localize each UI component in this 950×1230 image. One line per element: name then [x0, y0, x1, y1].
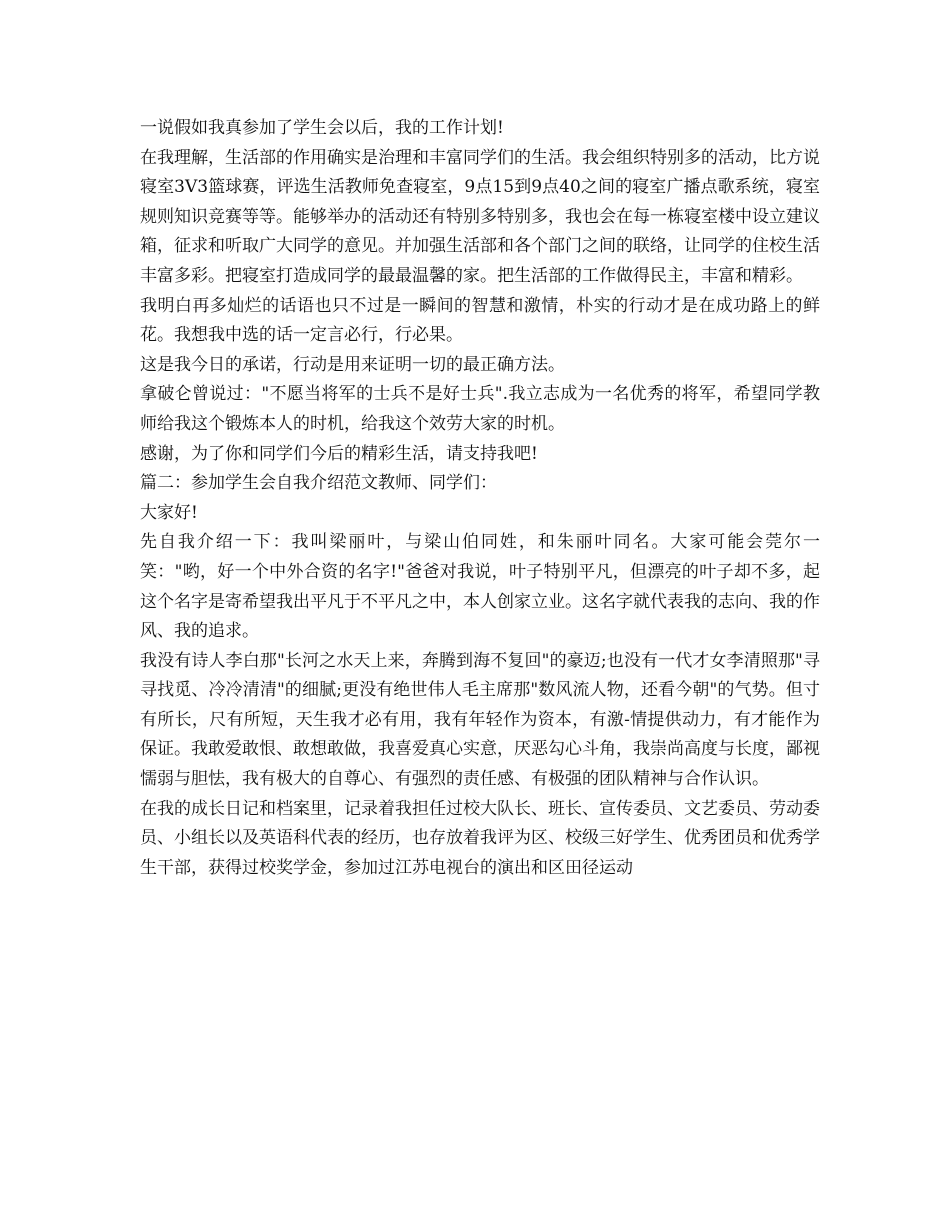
- paragraph-living-department-role: 在我理解，生活部的作用确实是治理和丰富同学们的生活。我会组织特别多的活动，比方说寝室3V3篮球赛，评选生活教师免查寝室，9点15到9点40之间的寝室广播点歌系统，寝室规则知识竞赛等等。能够举办的活动还有特别多特别多，我也会在每一栋寝室楼中设立建议箱，征求和听取广大同学的意见。并加强生活部和各个部门之间的联络，让同学的住校生活丰富多彩。把寝室打造成同学的最最温馨的家。把生活部的工作做得民主，丰富和精彩。: [140, 147, 820, 286]
- paragraph-experience: 在我的成长日记和档案里，记录着我担任过校大队长、班长、宣传委员、文艺委员、劳动委员、小组长以及英语科代表的经历，也存放着我评为区、校级三好学生、优秀团员和优秀学生干部，获得过校奖学金，参加过江苏电视台的演出和区田径运动: [140, 798, 820, 878]
- paragraph-thanks: 感谢，为了你和同学们今后的精彩生活，请支持我吧!: [140, 443, 538, 464]
- paragraph-today-commitment: 这是我今日的承诺，行动是用来证明一切的最正确方法。: [140, 354, 565, 375]
- paragraph-action-promise: 我明白再多灿烂的话语也只不过是一瞬间的智慧和激情，朴实的行动才是在成功路上的鲜花。我想我中选的话一定言必行，行必果。: [140, 295, 820, 346]
- paragraph-work-plan-intro: 一说假如我真参加了学生会以后，我的工作计划!: [140, 118, 504, 138]
- paragraph-greeting: 大家好!: [140, 502, 198, 523]
- paragraph-section-two-heading: 篇二：参加学生会自我介绍范文教师、同学们：: [140, 473, 497, 494]
- paragraph-self-introduction: 先自我介绍一下：我叫梁丽叶，与梁山伯同姓，和朱丽叶同名。大家可能会莞尔一笑："哟，好一个中外合资的名字!"爸爸对我说，叶子特别平凡，但漂亮的叶子却不多，起这个名字是寄希望我出平凡于不平凡之中，本人创家立业。这名字就代表我的志向、我的作风、我的追求。: [140, 532, 820, 642]
- paragraph-napoleon-quote: 拿破仑曾说过："不愿当将军的士兵不是好士兵".我立志成为一名优秀的将军，希望同学教师给我这个锻炼本人的时机，给我这个效劳大家的时机。: [140, 384, 820, 434]
- document-body: [140, 114, 820, 883]
- paragraph-personality: 我没有诗人李白那"长河之水天上来，奔腾到海不复回"的豪迈;也没有一代才女李清照那"寻寻找觅、冷冷清清"的细腻;更没有绝世伟人毛主席那"数风流人物，还看今朝"的气势。但寸有所长，尺有所短，天生我才必有用，我有年轻作为资本，有激-情提供动力，有才能作为保证。我敢爱敢恨、敢想敢做，我喜爱真心实意，厌恶勾心斗角，我崇尚高度与长度，鄙视懦弱与胆怯，我有极大的自尊心、有强烈的责任感、有极强的团队精神与合作认识。: [140, 650, 820, 790]
